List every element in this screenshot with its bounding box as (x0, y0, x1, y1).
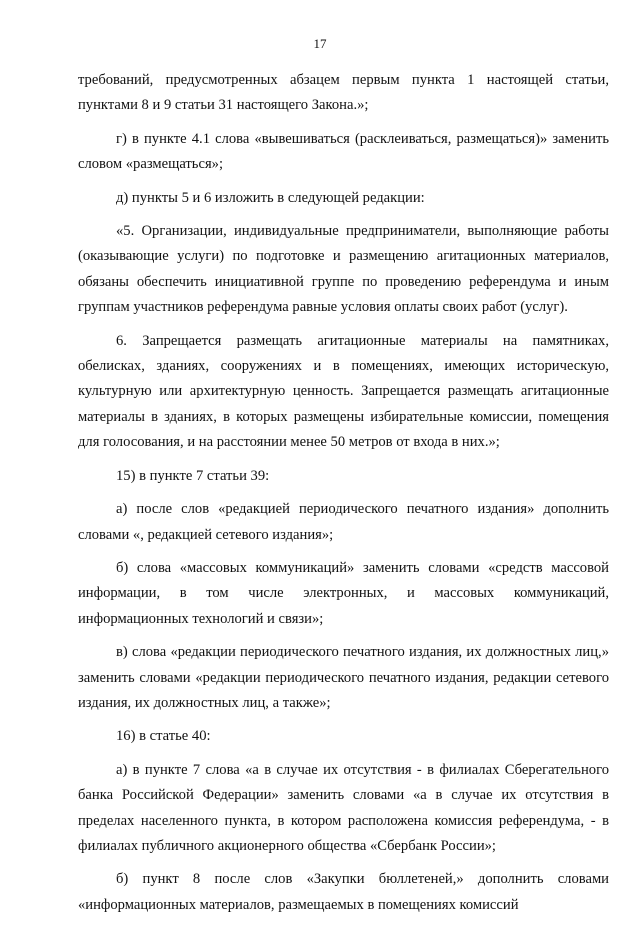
paragraph: требований, предусмотренных абзацем первым пункта 1 настоящей статьи, пунктами 8 и 9 статьи 31 настоящего Закона.»; (78, 72, 609, 114)
paragraph: в) слова «редакции периодического печатного издания, их должностных лиц,» заменить словами «редакции периодического печатного издания, редакции сетевого издания, их должностных лиц, а также»; (78, 644, 609, 711)
paragraph: а) в пункте 7 слова «а в случае их отсутствия - в филиалах Сберегательного банка Российской Федерации» заменить словами «а в случае их отсутствия в пределах населенного пункта, в котором расположена комиссия референдума, - в филиалах публичного акционерного общества «Сбербанк России»; (78, 761, 609, 854)
paragraph: б) слова «массовых коммуникаций» заменить словами «средств массовой информации, в том числе электронных, и массовых коммуникаций, информационных технологий и связи»; (78, 559, 609, 627)
paragraph: 15) в пункте 7 статьи 39: (116, 467, 270, 484)
document-body (78, 68, 609, 926)
paragraph: д) пункты 5 и 6 изложить в следующей редакции: (116, 189, 425, 206)
paragraph: а) после слов «редакцией периодического печатного издания» дополнить словами «, редакцией сетевого издания»; (78, 501, 609, 543)
paragraph: «5. Организации, индивидуальные предприниматели, выполняющие работы (оказывающие услуги) по подготовке и размещению агитационных материалов, обязаны обеспечить инициативной группе по проведению референдума и иным группам участников референдума равные условия оплаты своих работ (услуг). (78, 223, 609, 316)
paragraph: 16) в статье 40: (116, 728, 211, 745)
page-number: 17 (313, 36, 327, 51)
paragraph: б) пункт 8 после слов «Закупки бюллетеней,» дополнить словами «информационных материалов, размещаемых в помещениях комиссий (78, 871, 609, 913)
paragraph: 6. Запрещается размещать агитационные материалы на памятниках, обелисках, зданиях, сооружениях и в помещениях, имеющих историческую, культурную или архитектурную ценность. Запрещается размещать агитационные материалы в зданиях, в которых размещены избирательные комиссии, помещения для голосования, и на расстоянии менее 50 метров от входа в них.»; (78, 332, 609, 451)
paragraph: г) в пункте 4.1 слова «вывешиваться (расклеиваться, размещаться)» заменить словом «размещаться»; (78, 130, 609, 173)
